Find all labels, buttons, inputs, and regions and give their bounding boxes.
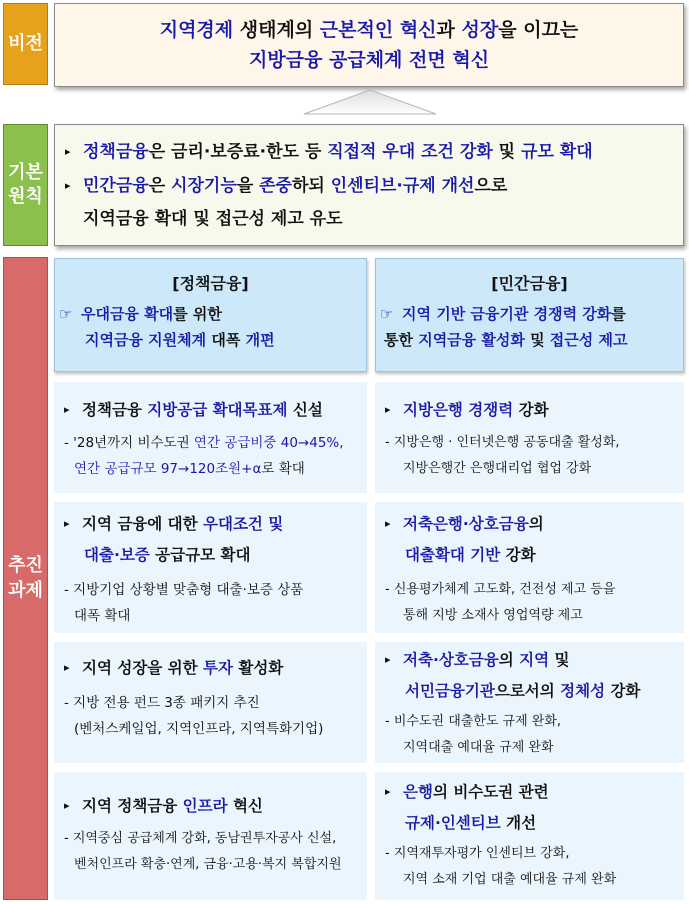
pointing-hand-icon: ☞ [59,305,73,323]
policy-task-4: ▸ 지역 정책금융 인프라 혁신 - 지역중심 공급체계 강화, 동남권투자공사 신설, 벤처인프라 확충·연계, 금융·고용·복지 복합지원 [54,772,367,900]
policy-finance-desc: ☞ 우대금융 확대를 위한 지역금융 지원체계 대폭 개편 [55,301,366,353]
private-finance-title: [민간금융] [491,274,568,293]
principle-1: ▸ 정책금융은 금리·보증료·한도 등 직접적 우대 조건 강화 및 규모 확대 [65,142,593,162]
tasks-label: 추진 과제 [3,257,48,900]
up-arrow-icon [302,88,438,118]
policy-task-1: ▸ 정책금융 지방공급 확대목표제 신설 - '28년까지 비수도권 연간 공급비중 40→45%, 연간 공급규모 97→120조원+α로 확대 [54,382,367,493]
private-task-4: ▸ 은행의 비수도권 관련 규제·인센티브 개선 - 지역재투자평가 인센티브 강화, 지역 소재 기업 대출 예대율 규제 완화 [375,772,684,900]
vision-line-2: 지방금융 공급체계 전면 혁신 [248,49,490,71]
pointing-hand-icon: ☞ [380,305,394,323]
principle-2-continued: 지역금융 확대 및 접근성 제고 유도 [83,209,343,229]
policy-finance-title: [정책금융] [172,274,249,293]
principle-2: ▸ 민간금융은 시장기능을 존중하되 인센티브·규제 개선으로 [65,176,508,196]
basic-principles-box [54,124,684,246]
policy-task-2: ▸ 지역 금융에 대한 우대조건 및 대출·보증 공급규모 확대 - 지방기업 상황별 맞춤형 대출·보증 상품 대폭 확대 [54,502,367,633]
vision-label: 비전 [3,3,48,85]
private-task-1: ▸ 지방은행 경쟁력 강화 - 지방은행 · 인터넷은행 공동대출 활성화, 지방은행간 은행대리업 협업 강화 [375,382,684,493]
policy-task-3: ▸ 지역 성장을 위한 투자 활성화 - 지방 전용 펀드 3종 패키지 추진 (벤처스케일업, 지역인프라, 지역특화기업) [54,642,367,763]
private-finance-desc: ☞ 지역 기반 금융기관 경쟁력 강화를 통한 지역금융 활성화 및 접근성 제고 [376,301,683,353]
private-task-3: ▸ 저축·상호금융의 지역 및 서민금융기관으로서의 정체성 강화 - 비수도권 대출한도 규제 완화, 지역대출 예대율 규제 완화 [375,642,684,763]
policy-finance-header [54,258,367,372]
private-task-2: ▸ 저축은행·상호금융의 대출확대 기반 강화 - 신용평가체계 고도화, 건전성 제고 등을 통해 지방 소재사 영업역량 제고 [375,502,684,633]
basic-principle-label: 기본 원칙 [3,124,48,246]
vision-box [54,3,684,87]
private-finance-header [375,258,684,372]
vision-line-1: 지역경제 생태계의 근본적인 혁신과 성장을 이끄는 [159,18,579,41]
